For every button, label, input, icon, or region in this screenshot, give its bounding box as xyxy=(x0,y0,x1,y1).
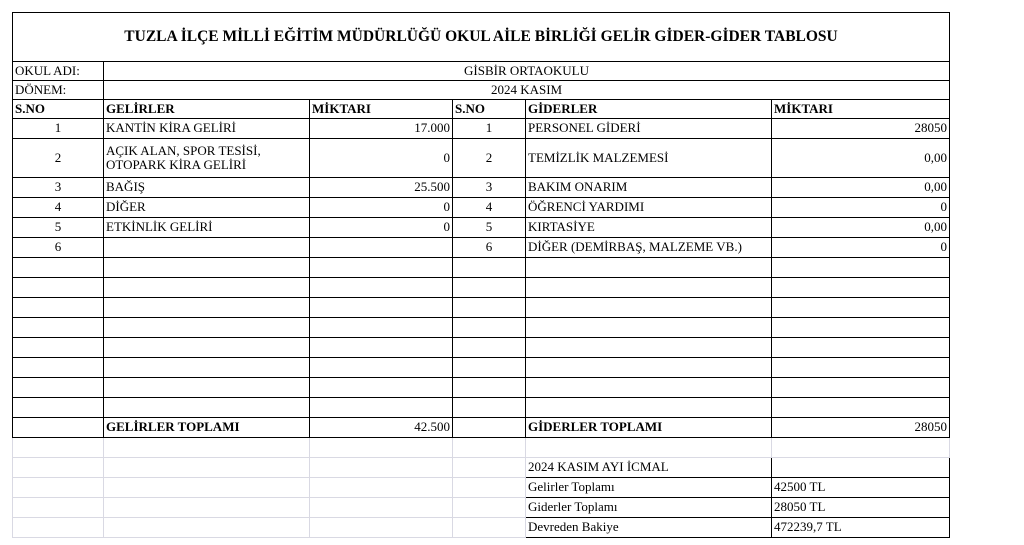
header-income: GELİRLER xyxy=(104,100,310,119)
school-name: GİSBİR ORTAOKULU xyxy=(104,62,950,81)
expense-item: PERSONEL GİDERİ xyxy=(526,119,772,139)
summary-income-value: 42500 TL xyxy=(772,478,950,498)
table-row xyxy=(13,178,950,198)
expense-sno: 6 xyxy=(453,238,526,258)
income-total-label: GELİRLER TOPLAMI xyxy=(104,418,310,438)
table-row xyxy=(13,218,950,238)
spacer-row xyxy=(13,438,950,458)
table-row xyxy=(13,238,950,258)
income-amount: 25.500 xyxy=(310,178,453,198)
income-item: KANTİN KİRA GELİRİ xyxy=(104,119,310,139)
title-row xyxy=(13,13,950,62)
expense-amount: 0 xyxy=(772,198,950,218)
header-expense-amount: MİKTARI xyxy=(772,100,950,119)
empty-row xyxy=(13,318,950,338)
empty-row xyxy=(13,278,950,298)
period-row xyxy=(13,81,950,100)
table-row xyxy=(13,119,950,139)
expense-sno: 2 xyxy=(453,139,526,178)
summary-title: 2024 KASIM AYI İCMAL xyxy=(526,458,772,478)
income-sno: 4 xyxy=(13,198,104,218)
expense-item: TEMİZLİK MALZEMESİ xyxy=(526,139,772,178)
summary-expense-value: 28050 TL xyxy=(772,498,950,518)
period-label: DÖNEM: xyxy=(13,81,104,100)
income-expense-table xyxy=(12,12,950,538)
expense-item: KIRTASİYE xyxy=(526,218,772,238)
summary-row xyxy=(13,518,950,538)
income-item: ETKİNLİK GELİRİ xyxy=(104,218,310,238)
empty-row xyxy=(13,338,950,358)
income-sno: 5 xyxy=(13,218,104,238)
header-sno-expense: S.NO xyxy=(453,100,526,119)
income-sno: 1 xyxy=(13,119,104,139)
summary-balance-value: 472239,7 TL xyxy=(772,518,950,538)
header-expense: GİDERLER xyxy=(526,100,772,119)
summary-expense-label: Giderler Toplamı xyxy=(526,498,772,518)
income-item: AÇIK ALAN, SPOR TESİSİ, OTOPARK KİRA GELİRİ xyxy=(104,139,310,178)
summary-title-row xyxy=(13,458,950,478)
expense-sno: 4 xyxy=(453,198,526,218)
expense-total-label: GİDERLER TOPLAMI xyxy=(526,418,772,438)
header-row xyxy=(13,100,950,119)
expense-amount: 0,00 xyxy=(772,139,950,178)
expense-amount: 0,00 xyxy=(772,178,950,198)
empty-row xyxy=(13,398,950,418)
period-value: 2024 KASIM xyxy=(104,81,950,100)
expense-item: DİĞER (DEMİRBAŞ, MALZEME VB.) xyxy=(526,238,772,258)
document-title: TUZLA İLÇE MİLLİ EĞİTİM MÜDÜRLÜĞÜ OKUL AİLE BİRLİĞİ GELİR GİDER-GİDER TABLOSU xyxy=(13,13,950,62)
summary-balance-label: Devreden Bakiye xyxy=(526,518,772,538)
summary-row xyxy=(13,478,950,498)
table-row xyxy=(13,139,950,178)
income-amount: 17.000 xyxy=(310,119,453,139)
school-label: OKUL ADI: xyxy=(13,62,104,81)
income-sno: 2 xyxy=(13,139,104,178)
expense-amount: 0 xyxy=(772,238,950,258)
income-item xyxy=(104,238,310,258)
expense-amount: 0,00 xyxy=(772,218,950,238)
expense-amount: 28050 xyxy=(772,119,950,139)
income-amount: 0 xyxy=(310,218,453,238)
income-item: BAĞIŞ xyxy=(104,178,310,198)
income-amount: 0 xyxy=(310,198,453,218)
summary-income-label: Gelirler Toplamı xyxy=(526,478,772,498)
empty-row xyxy=(13,358,950,378)
income-item: DİĞER xyxy=(104,198,310,218)
income-amount xyxy=(310,238,453,258)
header-sno-income: S.NO xyxy=(13,100,104,119)
header-income-amount: MİKTARI xyxy=(310,100,453,119)
expense-sno: 5 xyxy=(453,218,526,238)
table-row xyxy=(13,198,950,218)
expense-sno: 3 xyxy=(453,178,526,198)
school-row xyxy=(13,62,950,81)
income-sno: 6 xyxy=(13,238,104,258)
summary-row xyxy=(13,498,950,518)
empty-row xyxy=(13,258,950,278)
income-expense-sheet xyxy=(12,12,949,538)
expense-total-value: 28050 xyxy=(772,418,950,438)
expense-sno: 1 xyxy=(453,119,526,139)
income-amount: 0 xyxy=(310,139,453,178)
totals-row xyxy=(13,418,950,438)
expense-item: ÖĞRENCİ YARDIMI xyxy=(526,198,772,218)
income-sno: 3 xyxy=(13,178,104,198)
empty-row xyxy=(13,298,950,318)
income-total-value: 42.500 xyxy=(310,418,453,438)
empty-row xyxy=(13,378,950,398)
expense-item: BAKIM ONARIM xyxy=(526,178,772,198)
